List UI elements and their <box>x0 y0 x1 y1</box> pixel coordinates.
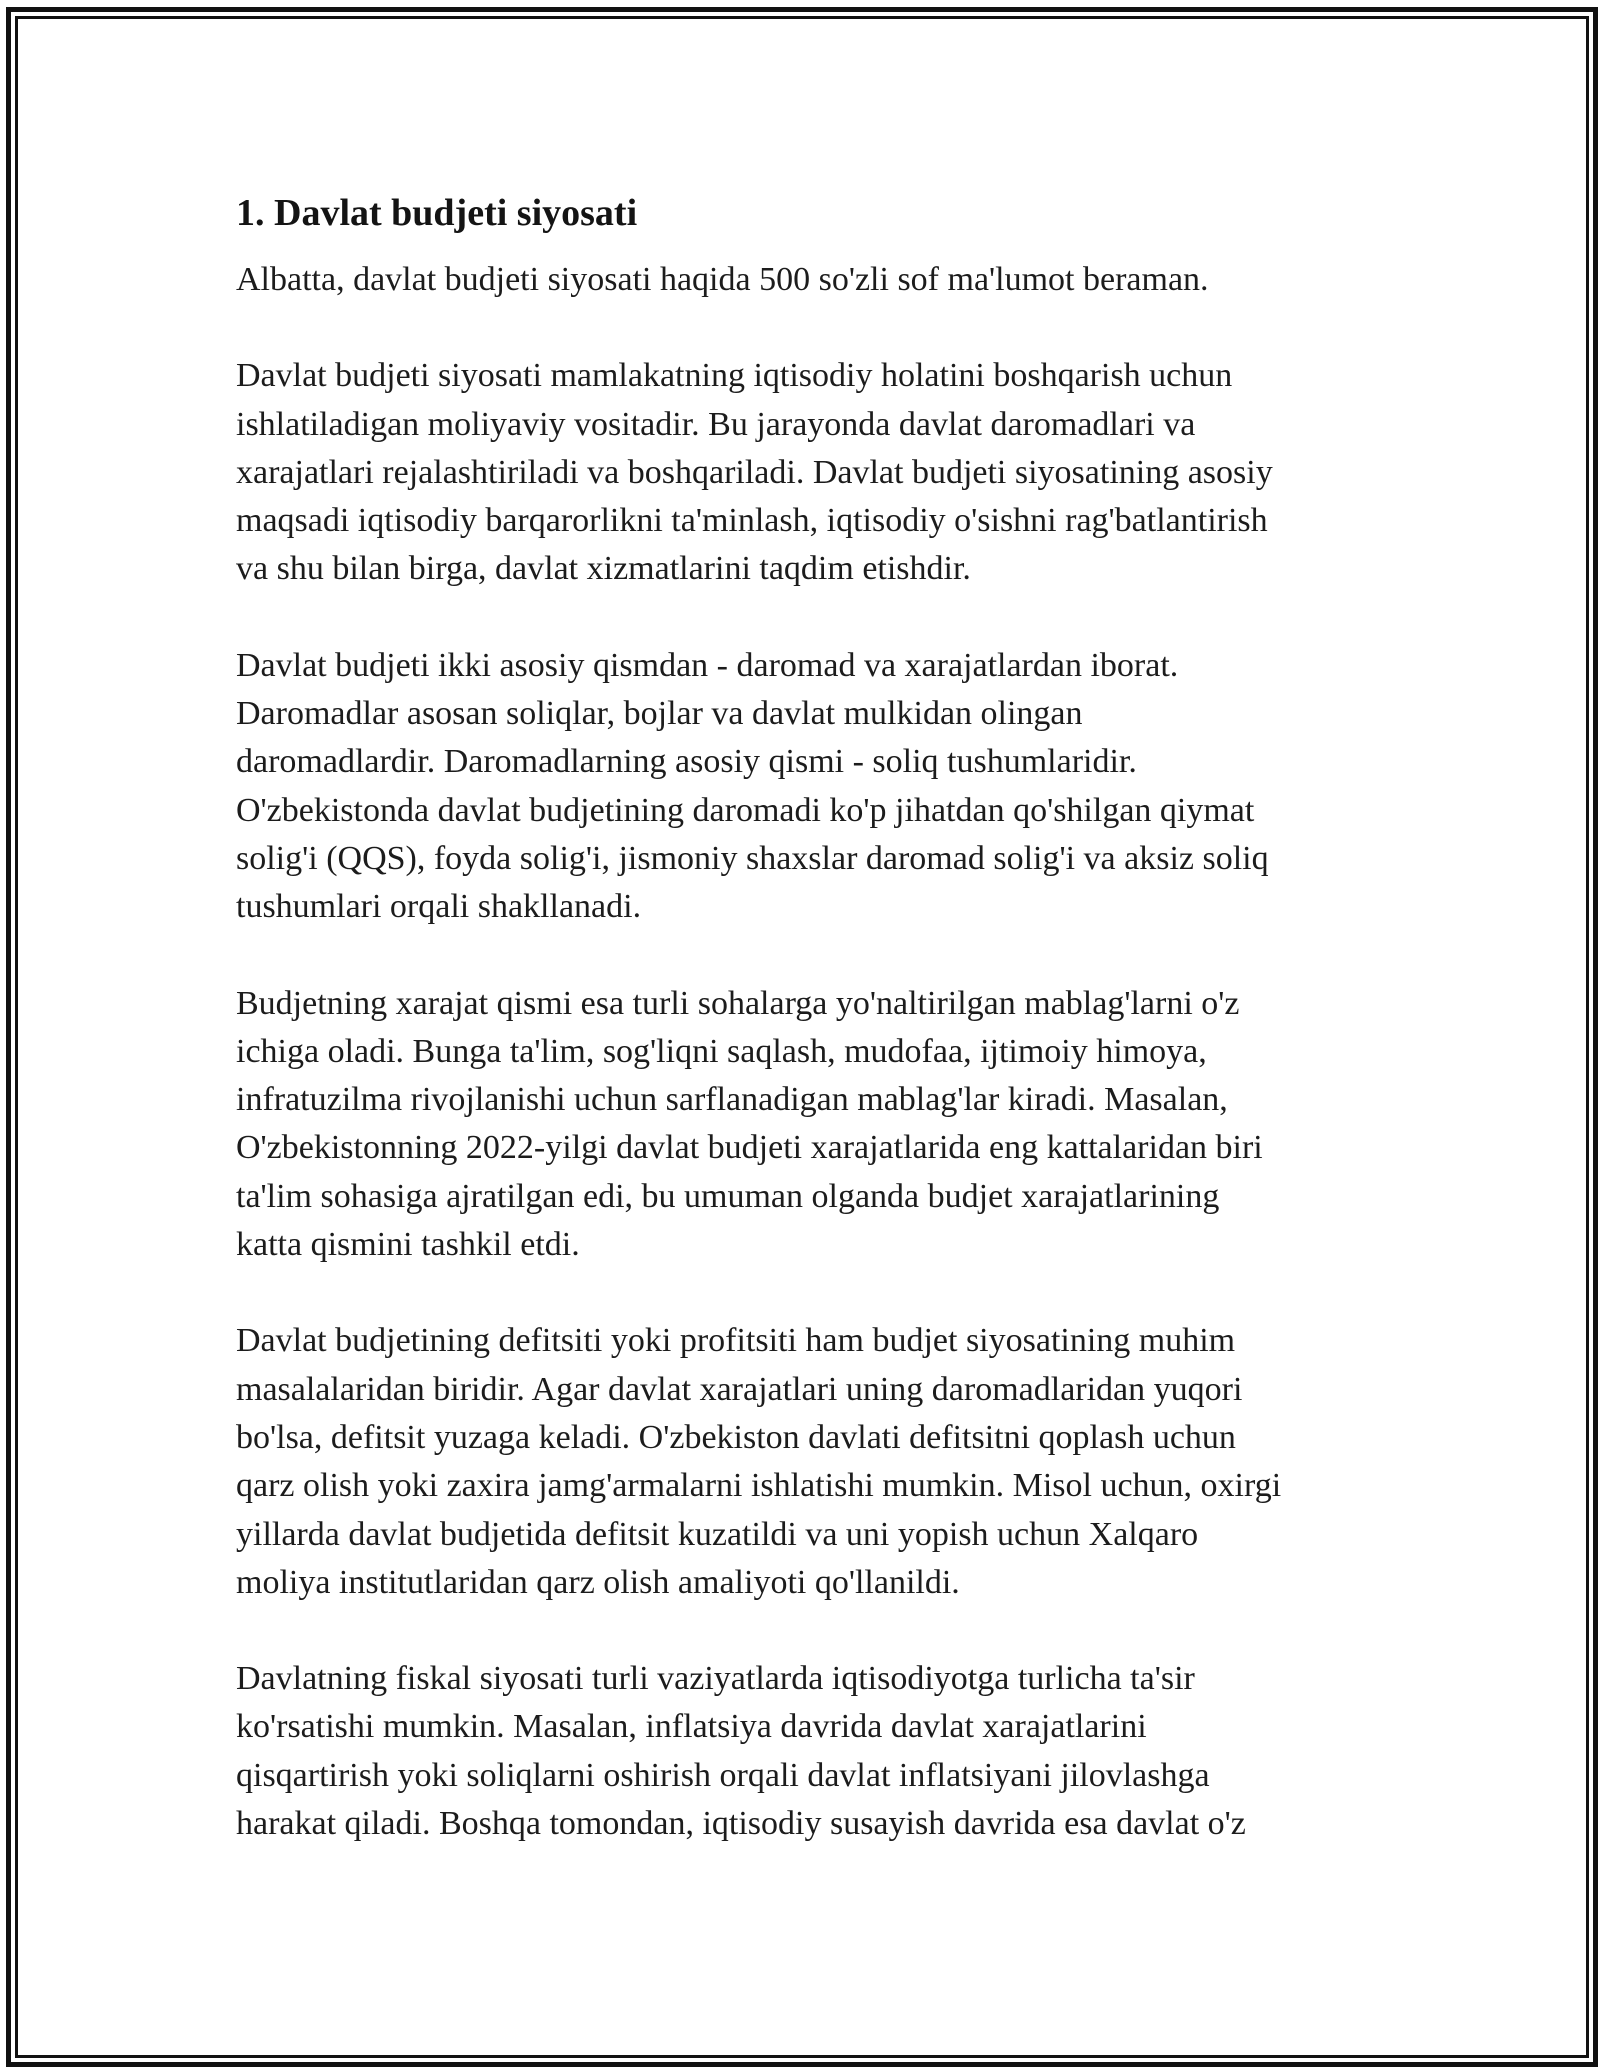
text-line: Davlat budjetining defitsiti yoki profitsiti ham budjet siyosatining muhim <box>236 1322 1236 1360</box>
text-line: qarz olish yoki zaxira jamg'armalarni ishlatishi mumkin. Misol uchun, oxirgi <box>236 1467 1282 1505</box>
text-line: ko'rsatishi mumkin. Masalan, inflatsiya davrida davlat xarajatlarini <box>236 1708 1147 1746</box>
text-line: va shu bilan birga, davlat xizmatlarini taqdim etishdir. <box>236 550 971 588</box>
text-line: infratuzilma rivojlanishi uchun sarflanadigan mablag'lar kiradi. Masalan, <box>236 1081 1228 1119</box>
text-line: katta qismini tashkil etdi. <box>236 1226 580 1264</box>
section-heading: 1. Davlat budjeti siyosati <box>236 192 638 234</box>
text-line: daromadlardir. Daromadlarning asosiy qismi - soliq tushumlaridir. <box>236 743 1137 781</box>
text-line: maqsadi iqtisodiy barqarorlikni ta'minlash, iqtisodiy o'sishni rag'batlantirish <box>236 502 1268 540</box>
text-line: qisqartirish yoki soliqlarni oshirish orqali davlat inflatsiyani jilovlashga <box>236 1756 1210 1794</box>
paragraph-fiscal-policy <box>236 1655 1386 1848</box>
text-line: ta'lim sohasiga ajratilgan edi, bu umuman olganda budjet xarajatlarining <box>236 1177 1220 1215</box>
text-line: solig'i (QQS), foyda solig'i, jismoniy shaxslar daromad solig'i va aksiz soliq <box>236 839 1269 877</box>
text-line: xarajatlari rejalashtiriladi va boshqariladi. Davlat budjeti siyosatining asosiy <box>236 453 1273 491</box>
text-line: O'zbekistonning 2022-yilgi davlat budjeti xarajatlarida eng kattalaridan biri <box>236 1129 1263 1167</box>
text-line: tushumlari orqali shakllanadi. <box>236 888 642 926</box>
text-line: Davlat budjeti ikki asosiy qismdan - daromad va xarajatlardan iborat. <box>236 646 1179 684</box>
text-line: Albatta, davlat budjeti siyosati haqida 500 so'zli sof ma'lumot beraman. <box>236 261 1209 298</box>
paragraph-expenditure <box>236 980 1386 1270</box>
text-line: ishlatiladigan moliyaviy vositadir. Bu jarayonda davlat daromadlari va <box>236 405 1196 443</box>
text-line: ichiga oladi. Bunga ta'lim, sog'liqni saqlash, mudofaa, ijtimoiy himoya, <box>236 1032 1207 1070</box>
paragraph-intro <box>236 256 1386 304</box>
text-line: Daromadlar asosan soliqlar, bojlar va davlat mulkidan olingan <box>236 695 1083 733</box>
text-line: yillarda davlat budjetida defitsit kuzatildi va uni yopish uchun Xalqaro <box>236 1515 1199 1553</box>
paragraph-deficit <box>236 1317 1386 1607</box>
text-line: Budjetning xarajat qismi esa turli sohalarga yo'naltirilgan mablag'larni o'z <box>236 984 1240 1022</box>
text-line: Davlat budjeti siyosati mamlakatning iqtisodiy holatini boshqarish uchun <box>236 357 1233 395</box>
text-line: Davlatning fiskal siyosati turli vaziyatlarda iqtisodiyotga turlicha ta'sir <box>236 1660 1195 1698</box>
text-line: harakat qiladi. Boshqa tomondan, iqtisodiy susayish davrida esa davlat o'z <box>236 1805 1246 1843</box>
text-line: masalalaridan biridir. Agar davlat xarajatlari uning daromadlaridan yuqori <box>236 1370 1243 1408</box>
text-line: moliya institutlaridan qarz olish amaliyoti qo'llanildi. <box>236 1563 960 1601</box>
text-line: O'zbekistonda davlat budjetining daromadi ko'p jihatdan qo'shilgan qiymat <box>236 791 1255 829</box>
document-body <box>236 186 1386 1896</box>
paragraph-revenue <box>236 642 1386 932</box>
paragraph-definition <box>236 352 1386 593</box>
text-line: bo'lsa, defitsit yuzaga keladi. O'zbekiston davlati defitsitni qoplash uchun <box>236 1418 1236 1456</box>
